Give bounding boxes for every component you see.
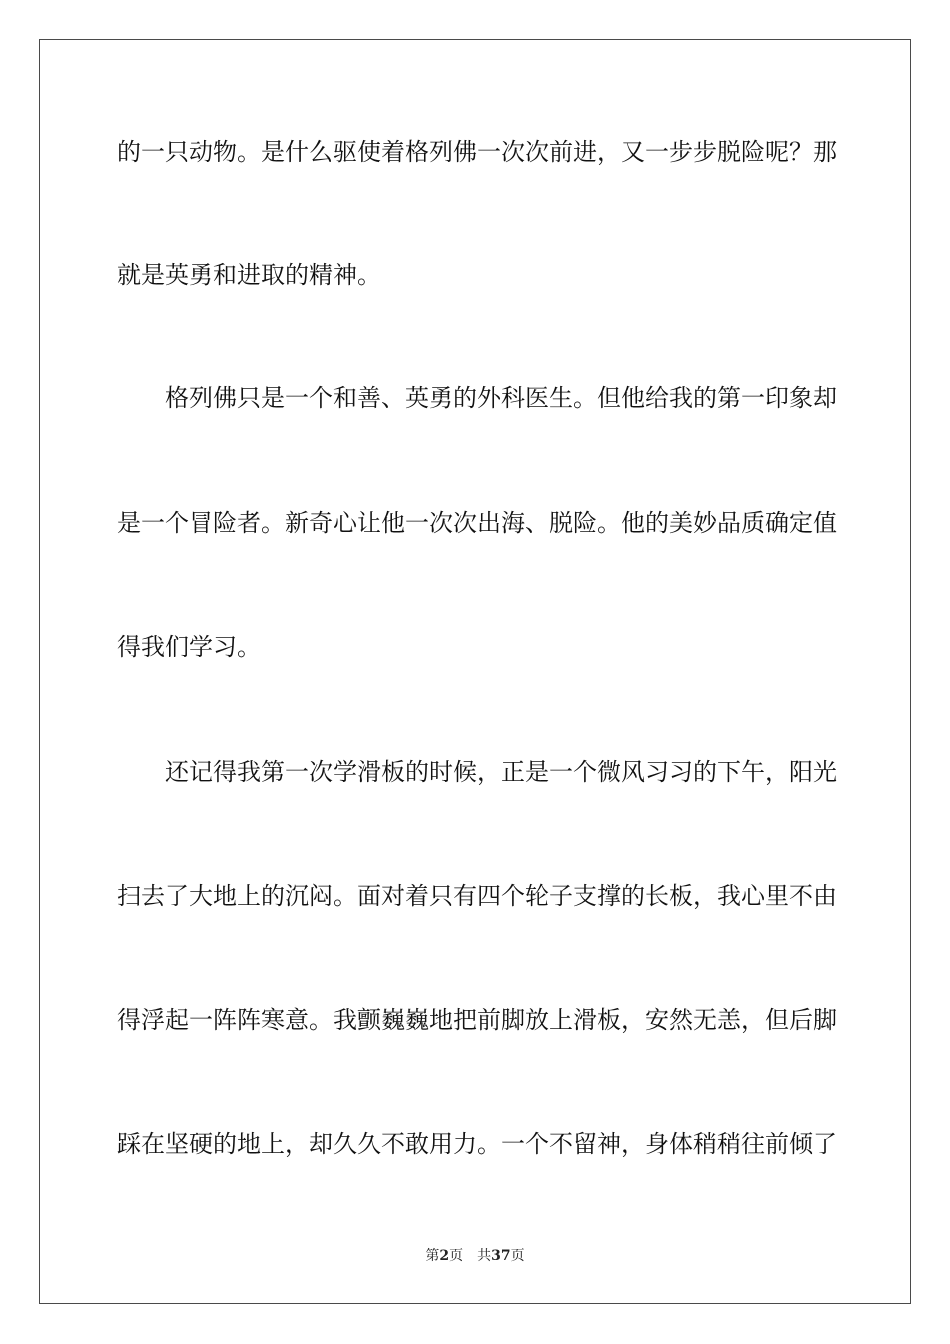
page-footer [0,1246,950,1266]
footer-page-suffix: 页 [449,1248,464,1264]
body-line-5: 得我们学习。 [117,633,261,661]
footer-page-number: 2 [439,1248,450,1264]
body-line-7: 扫去了大地上的沉闷。面对着只有四个轮子支撑的长板，我心里不由 [117,882,837,910]
body-line-4: 是一个冒险者。新奇心让他一次次出海、脱险。他的美妙品质确定值 [117,509,837,537]
footer-total-pages: 37 [491,1248,511,1264]
body-line-2: 就是英勇和进取的精神。 [117,261,381,289]
footer-total-prefix: 共 [477,1248,492,1264]
footer-page-prefix: 第 [425,1248,440,1264]
body-line-3: 格列佛只是一个和善、英勇的外科医生。但他给我的第一印象却 [165,384,837,412]
body-line-6: 还记得我第一次学滑板的时候，正是一个微风习习的下午，阳光 [165,758,837,786]
body-line-8: 得浮起一阵阵寒意。我颤巍巍地把前脚放上滑板，安然无恙，但后脚 [117,1006,837,1034]
body-line-9: 踩在坚硬的地上，却久久不敢用力。一个不留神，身体稍稍往前倾了 [117,1130,837,1158]
body-line-1: 的一只动物。是什么驱使着格列佛一次次前进，又一步步脱险呢？那 [117,138,837,166]
footer-total-suffix: 页 [510,1248,525,1264]
page-border [39,39,911,1304]
